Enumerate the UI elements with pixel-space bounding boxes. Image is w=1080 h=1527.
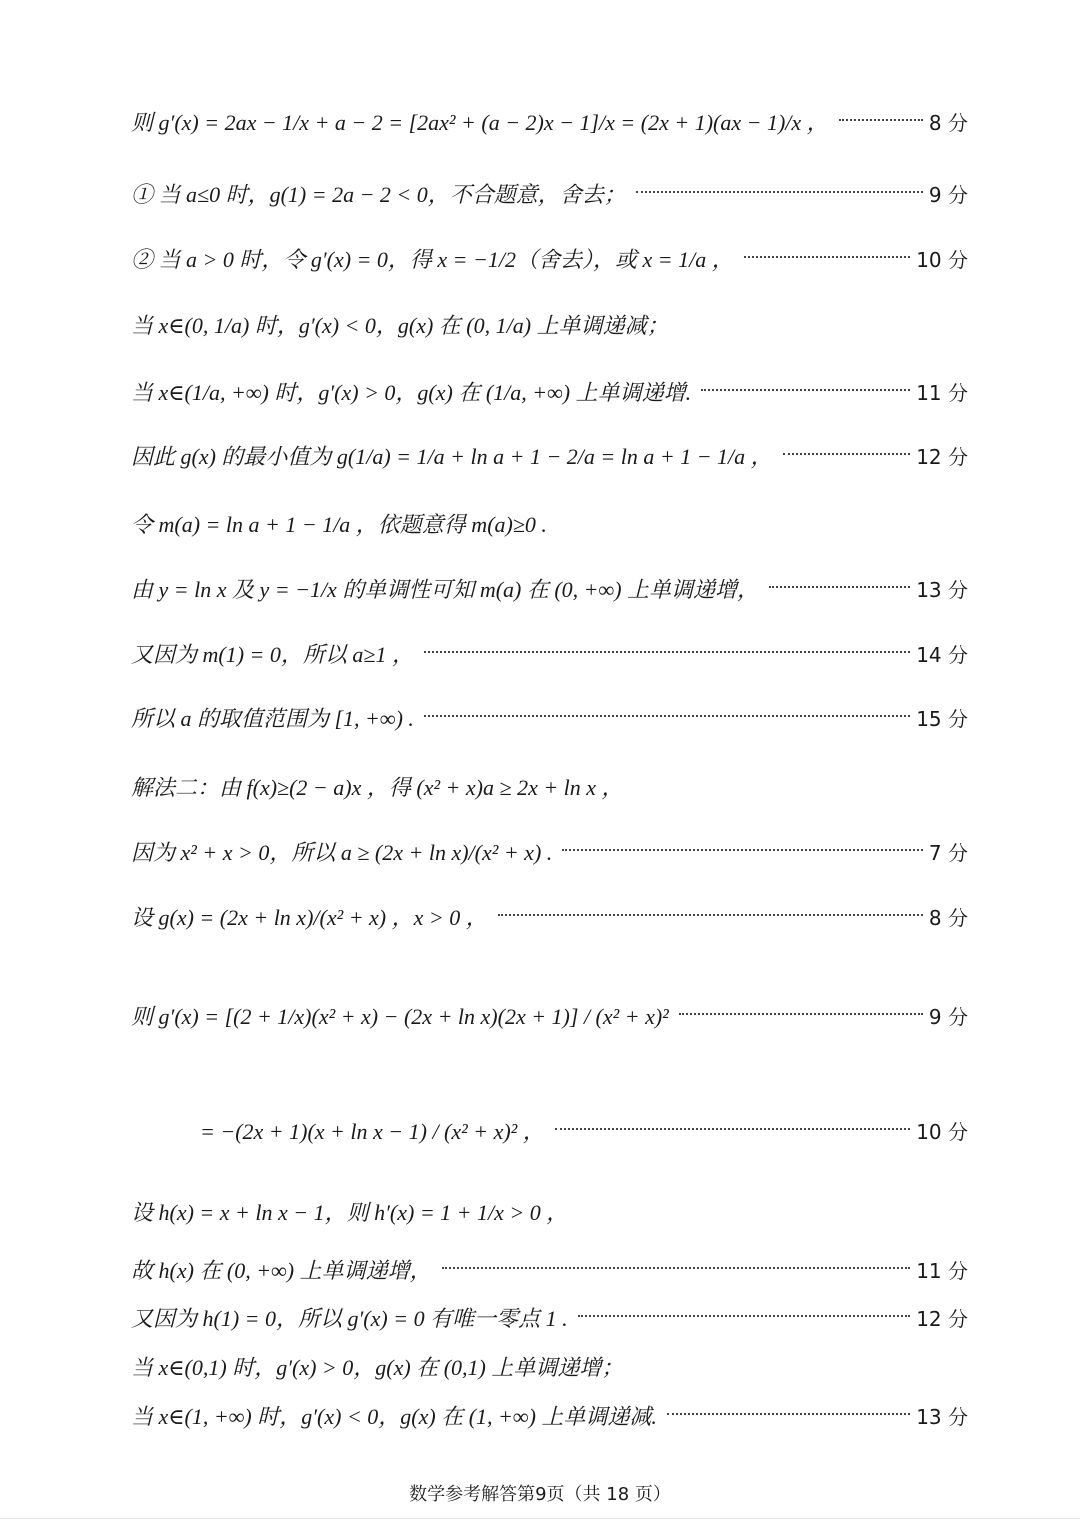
line-text: 由 y = ln x 及 y = −1/x 的单调性可知 m(a) 在 (0, +∞) 上单调递增， <box>131 577 760 602</box>
line-text: 因此 g(x) 的最小值为 g(1/a) = 1/a + ln a + 1 − 2/a = ln a + 1 − 1/a ， <box>131 444 773 469</box>
dot-leader <box>636 191 923 193</box>
line-derivative <box>131 106 968 137</box>
bottom-divider <box>0 1518 1080 1519</box>
line-decreasing <box>131 309 968 340</box>
dot-leader <box>555 1128 910 1130</box>
line-m1-zero <box>131 638 968 669</box>
score-label: 12 分 <box>916 1307 968 1331</box>
score-label: 10 分 <box>916 1120 968 1144</box>
score-label: 9 分 <box>928 1005 968 1029</box>
line-text: 因为 x² + x > 0，所以 a ≥ (2x + ln x)/(x² + x) . <box>131 840 553 865</box>
dot-leader <box>679 1013 923 1015</box>
score-label: 7 分 <box>928 841 968 865</box>
line-inequality <box>131 836 968 867</box>
dot-leader <box>424 715 910 717</box>
line-g-derivative <box>131 1000 968 1031</box>
line-text: 又因为 h(1) = 0，所以 g′(x) = 0 有唯一零点 1 . <box>131 1306 568 1331</box>
line-increasing <box>131 376 968 407</box>
line-text: 当 x∈(0, 1/a) 时，g′(x) < 0，g(x) 在 (0, 1/a) 上单调递减； <box>131 313 669 338</box>
score-label: 13 分 <box>916 578 968 602</box>
score-label: 13 分 <box>916 1405 968 1429</box>
score-label: 8 分 <box>928 906 968 930</box>
line-g-increasing <box>131 1351 968 1382</box>
line-define-g <box>131 901 968 932</box>
line-text: 所以 a 的取值范围为 [1, +∞) . <box>131 706 414 731</box>
line-text: 又因为 m(1) = 0，所以 a≥1 ， <box>131 642 414 667</box>
line-text: 令 m(a) = ln a + 1 − 1/a ，依题意得 m(a)≥0 . <box>131 512 547 537</box>
line-text: 则 g′(x) = [(2 + 1/x)(x² + x) − (2x + ln x)(2x + 1)] / (x² + x)² <box>131 1004 669 1029</box>
line-g-derivative-simplified <box>200 1115 968 1146</box>
dot-leader <box>701 389 910 391</box>
dot-leader <box>578 1315 911 1317</box>
line-text: 当 x∈(1, +∞) 时，g′(x) < 0，g(x) 在 (1, +∞) 上单调递减. <box>131 1404 657 1429</box>
line-text: 解法二：由 f(x)≥(2 − a)x ，得 (x² + x)a ≥ 2x + ln x ， <box>131 775 624 800</box>
score-label: 12 分 <box>916 445 968 469</box>
score-label: 11 分 <box>916 381 968 405</box>
line-g-decreasing <box>131 1400 968 1431</box>
score-label: 15 分 <box>916 707 968 731</box>
score-label: 8 分 <box>928 111 968 135</box>
dot-leader <box>562 849 923 851</box>
line-monotonic-m <box>131 573 968 604</box>
score-label: 10 分 <box>916 248 968 272</box>
line-minimum <box>131 440 968 471</box>
line-define-h <box>131 1196 968 1227</box>
dot-leader <box>839 119 923 121</box>
dot-leader <box>667 1413 910 1415</box>
line-case-two <box>131 243 968 274</box>
line-h-increasing <box>131 1254 968 1285</box>
line-case-one <box>131 178 968 209</box>
dot-leader <box>498 914 923 916</box>
line-text: ① 当 a≤0 时，g(1) = 2a − 2 < 0，不合题意，舍去； <box>131 182 626 207</box>
line-text: 设 h(x) = x + ln x − 1，则 h′(x) = 1 + 1/x > 0 ， <box>131 1200 569 1225</box>
line-text: ② 当 a > 0 时，令 g′(x) = 0，得 x = −1/2（舍去），或 x = 1/a ， <box>131 247 734 272</box>
line-unique-zero <box>131 1302 968 1333</box>
dot-leader <box>442 1267 911 1269</box>
line-method-two <box>131 771 968 802</box>
page-footer: 数学参考解答第9页（共 18 页） <box>409 1484 671 1505</box>
score-label: 14 分 <box>916 643 968 667</box>
line-text: 当 x∈(0,1) 时，g′(x) > 0，g(x) 在 (0,1) 上单调递增； <box>131 1355 624 1380</box>
score-label: 9 分 <box>928 183 968 207</box>
dot-leader <box>783 453 911 455</box>
score-label: 11 分 <box>916 1259 968 1283</box>
line-range-a <box>131 702 968 733</box>
line-define-m <box>131 508 968 539</box>
line-text: 故 h(x) 在 (0, +∞) 上单调递增， <box>131 1258 432 1283</box>
dot-leader <box>769 586 910 588</box>
line-text: 则 g′(x) = 2ax − 1/x + a − 2 = [2ax² + (a − 2)x − 1]/x = (2x + 1)(ax − 1)/x ， <box>131 110 829 135</box>
line-text: = −(2x + 1)(x + ln x − 1) / (x² + x)² ， <box>200 1119 545 1144</box>
dot-leader <box>424 651 910 653</box>
line-text: 当 x∈(1/a, +∞) 时，g′(x) > 0，g(x) 在 (1/a, +∞) 上单调递增. <box>131 380 692 405</box>
dot-leader <box>744 256 910 258</box>
line-text: 设 g(x) = (2x + ln x)/(x² + x) ，x > 0 ， <box>131 905 488 930</box>
